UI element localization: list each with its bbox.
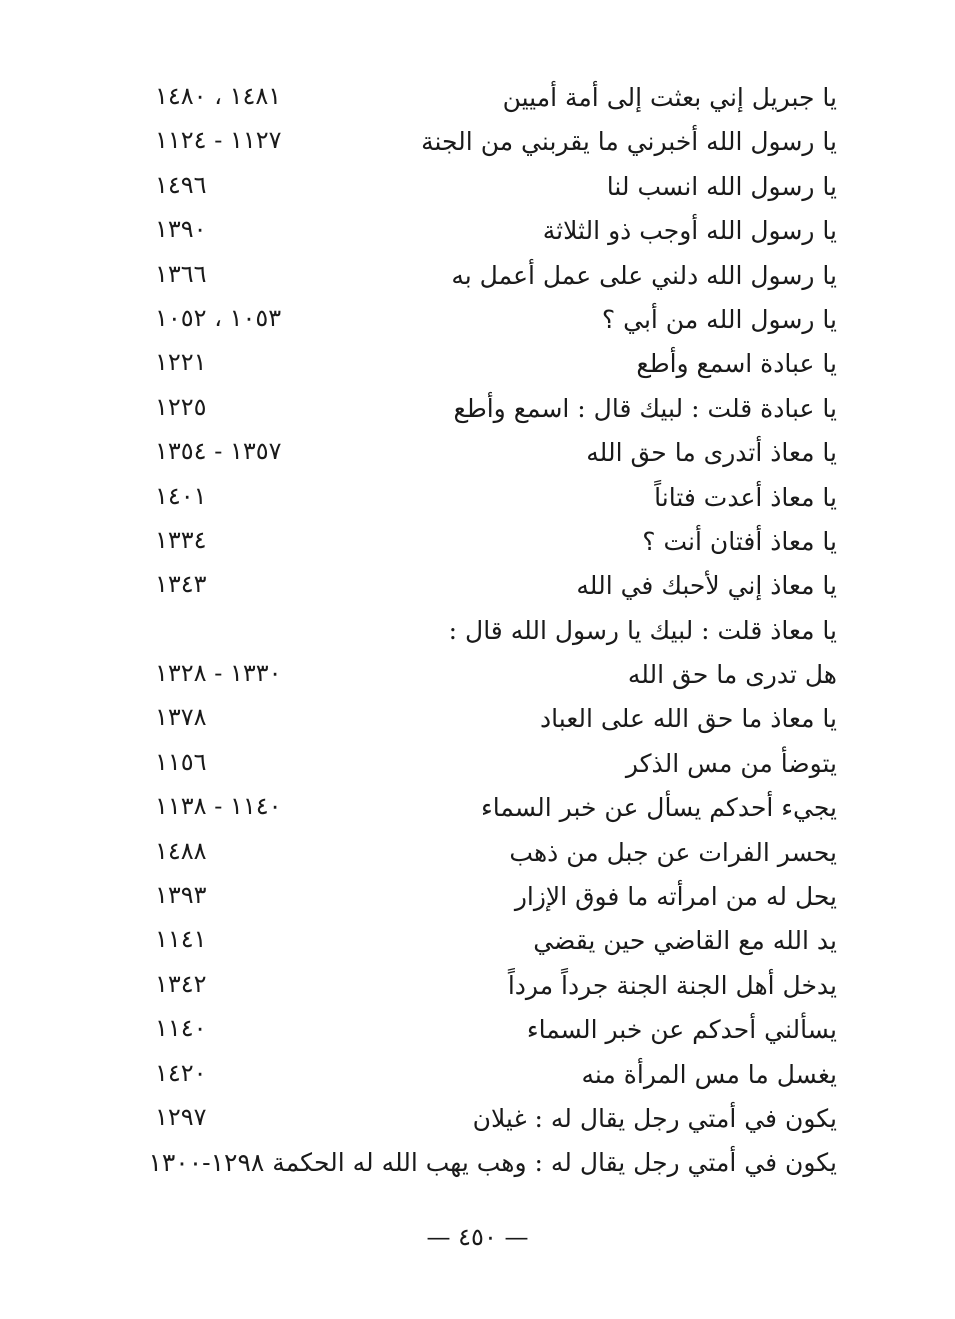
entry-text: يا رسول الله دلني على عمل أعمل به <box>451 260 837 290</box>
entry-text: يسألني أحدكم عن خبر السماء <box>526 1015 837 1045</box>
index-entry <box>0 342 955 386</box>
entry-reference-numbers: ١٣٥٧ - ١٣٥٤ <box>155 437 282 466</box>
index-entry <box>0 476 955 520</box>
entry-text: يا رسول الله أوجب ذو الثلاثة <box>542 216 837 246</box>
entry-reference-numbers: ١٠٥٣ ، ١٠٥٢ <box>155 303 282 332</box>
entry-reference-numbers: ١٣٣٠ - ١٣٢٨ <box>155 659 282 688</box>
entry-text: يجيء أحدكم يسأل عن خبر السماء <box>481 793 837 823</box>
index-entry <box>0 298 955 342</box>
entry-reference-numbers: ١٤٨١ ، ١٤٨٠ <box>155 82 282 110</box>
entry-text: يا معاذ أتدرى ما حق الله <box>586 438 837 468</box>
index-entry <box>0 165 955 209</box>
entry-reference-numbers: ١٢٩٧ <box>155 1102 207 1131</box>
index-entry <box>0 919 955 963</box>
entry-text: يا عبادة اسمع وأطع <box>636 349 837 379</box>
entry-text: يغسل ما مس المرأة منه <box>581 1059 837 1089</box>
entry-text: هل تدرى ما حق الله <box>627 660 837 690</box>
entry-reference-numbers: ١١٤٠ <box>155 1014 207 1043</box>
entry-text: يا عبادة قلت : لبيك قال : اسمع وأطع <box>453 393 837 423</box>
entry-reference-numbers: ١٣٣٤ <box>155 525 207 554</box>
index-entry <box>0 209 955 253</box>
entry-text: يا جبريل إني بعثت إلى أمة أميين <box>502 83 837 112</box>
entry-reference-numbers: ١١٤١ <box>155 925 207 954</box>
index-entry <box>0 653 955 697</box>
index-entry <box>0 1097 955 1141</box>
entry-text: يا معاذ قلت : لبيك يا رسول الله قال : <box>448 615 837 645</box>
entry-reference-numbers: ١٢٢٥ <box>155 392 207 421</box>
entry-text: يتوضأ من مس الذكر <box>625 748 837 778</box>
index-entry <box>0 697 955 741</box>
index-entry <box>0 1053 955 1097</box>
entry-reference-numbers: ١٣٤٢ <box>155 969 207 998</box>
entry-text: يا رسول الله من أبي ؟ <box>601 304 837 334</box>
entry-reference-numbers: ١٣٩٣ <box>155 881 207 910</box>
entry-reference-numbers: ١٤٢٠ <box>155 1058 207 1087</box>
index-entry <box>0 609 955 653</box>
index-entry <box>0 786 955 830</box>
index-list <box>0 76 955 1186</box>
entry-reference-numbers: ١٣٩٠ <box>155 215 207 244</box>
entry-reference-numbers: ١٢٢١ <box>155 348 207 377</box>
entry-reference-numbers: ١٤٠١ <box>155 481 207 510</box>
index-entry <box>0 564 955 608</box>
entry-reference-numbers: ١٣٤٣ <box>155 570 207 599</box>
index-entry <box>0 875 955 919</box>
index-entry <box>0 1008 955 1052</box>
entry-reference-numbers: ١١٥٦ <box>155 747 207 776</box>
entry-text: يا رسول الله أخبرني ما يقربني من الجنة <box>421 127 837 157</box>
entry-text: يد الله مع القاضي حين يقضي <box>533 926 837 956</box>
index-entry <box>0 964 955 1008</box>
index-entry <box>0 76 955 120</box>
entry-text: يحسر الفرات عن جبل من ذهب <box>509 837 837 867</box>
index-entry <box>0 254 955 298</box>
index-entry <box>0 120 955 164</box>
entry-reference-numbers: ١٤٩٦ <box>155 170 207 199</box>
index-entry <box>0 520 955 564</box>
index-entry <box>0 831 955 875</box>
index-entry <box>0 431 955 475</box>
index-entry <box>0 387 955 431</box>
entry-text: يا معاذ إني لأحبك في الله <box>576 571 837 601</box>
entry-reference-numbers: ١٤٨٨ <box>155 836 207 865</box>
entry-reference-numbers: ١١٤٠ - ١١٣٨ <box>155 792 282 821</box>
entry-text: يكون في أمتي رجل يقال له : وهب يهب الله له الحكمة ١٢٩٨-١٣٠٠ <box>148 1148 837 1178</box>
entry-reference-numbers: ١٣٧٨ <box>155 703 207 732</box>
index-entry <box>0 1141 955 1185</box>
entry-reference-numbers: ١٣٦٦ <box>155 259 207 288</box>
entry-text: يا رسول الله انسب لنا <box>606 171 837 201</box>
page-number: — ٤٥٠ — <box>426 1223 529 1251</box>
entry-reference-numbers: ١١٢٧ - ١١٢٤ <box>155 126 282 155</box>
entry-text: يحل له من امرأته ما فوق الإزار <box>514 882 837 912</box>
entry-text: يا معاذ أعدت فتاناً <box>654 482 837 512</box>
index-entry <box>0 742 955 786</box>
entry-text: يا معاذ أفتان أنت ؟ <box>642 526 837 556</box>
entry-text: يا معاذ ما حق الله على العباد <box>540 704 837 734</box>
entry-text: يدخل أهل الجنة الجنة جرداً مرداً <box>507 970 837 1000</box>
entry-text: يكون في أمتي رجل يقال له : غيلان <box>472 1103 837 1133</box>
